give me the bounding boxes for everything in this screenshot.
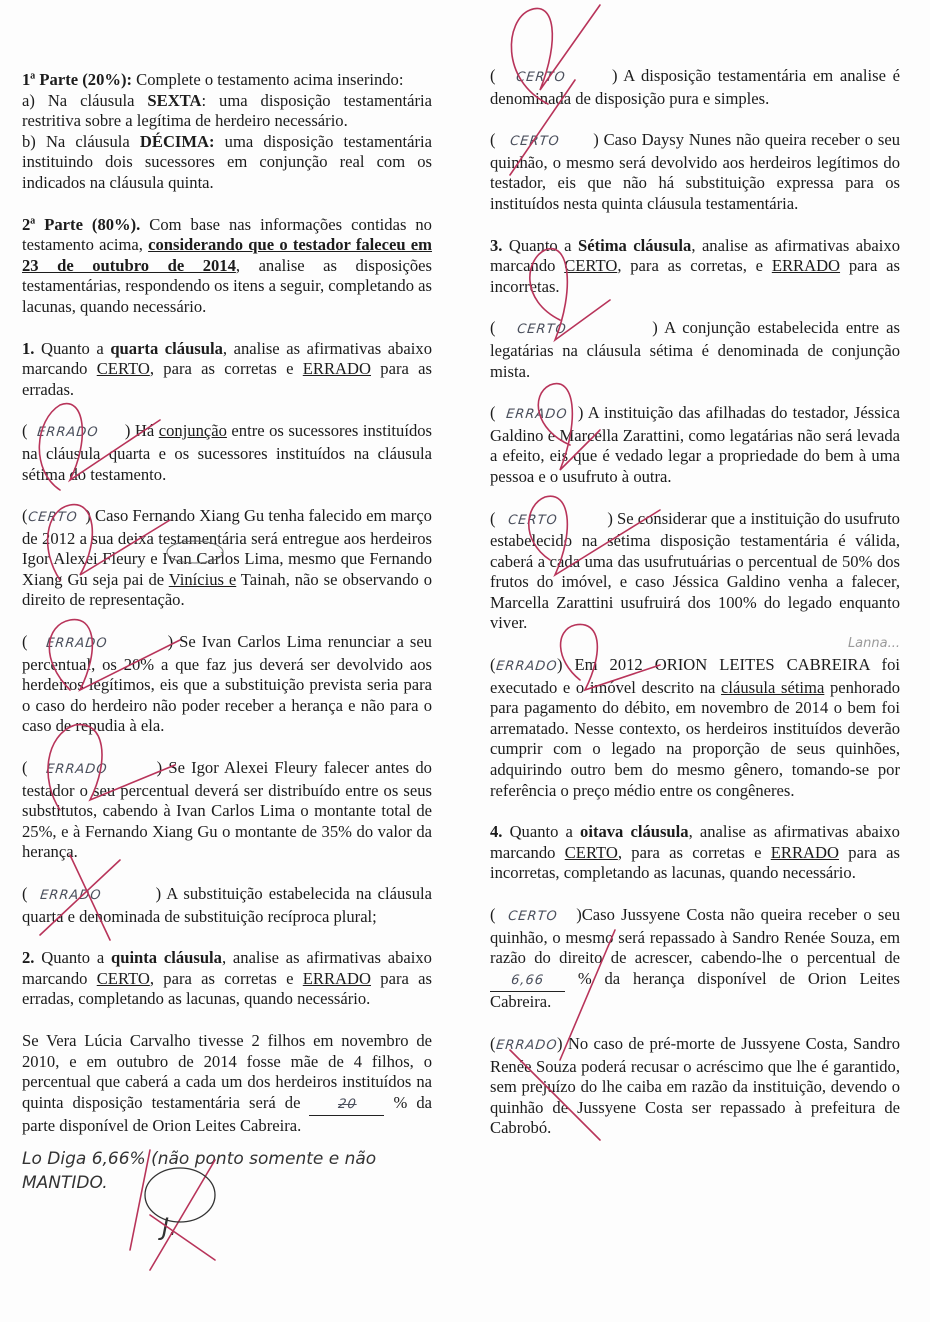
handwritten-answer: ERRADO (505, 407, 569, 423)
scribble-gap (490, 634, 900, 655)
left-column (22, 70, 432, 1241)
handwritten-answer: CERTO (507, 909, 559, 924)
handwritten-answer: CERTO (26, 510, 78, 526)
q1-item-4: ( ERRADO ) Se Igor Alexei Fleury falecer antes do testador o seu percentual deverá ser distribuído entre os seus substitutos, cabendo à Ivan Carlos Lima o montante total de 25%, e à Fernando Xiang Gu o montante de 35% do valor da herança. (22, 758, 432, 862)
q4-item-1: ( CERTO )Caso Jussyene Costa não queira receber o seu quinhão, o mesmo será repassado à Sandro Renée Souza, em razão do direito de acrescer, cabendo-lhe o percentual de 6,66 % da herança disponível de Orion Leites Cabreira. (490, 905, 900, 1012)
handwritten-grader-note: Lo Diga 6,66% (não ponto somente e não MANTIDO. (22, 1148, 377, 1193)
handwritten-answer: ERRADO (45, 762, 109, 778)
handwritten-answer: CERTO (509, 134, 561, 150)
handwritten-answer: CERTO (507, 512, 559, 528)
q3-heading: 3. Quanto a Sétima cláusula, analise as afirmativas abaixo marcando CERTO, para as corretas, e ERRADO para as incorretas. (490, 235, 900, 296)
q4-heading: 4. Quanto a oitava cláusula, analise as afirmativas abaixo marcando CERTO, para as corretas e ERRADO para as incorretas, completando as lacunas, quando necessário. (490, 822, 900, 883)
q4-item-2: (ERRADO) No caso de pré-morte de Jussyene Costa, Sandro Renée Souza poderá recusar o acréscimo que lhe é garantido, sem prejuízo do lhe caiba em razão da instituição, devendo o quinhão de Jussyene Costa ser repassado à prefeitura de Cabrobó. (490, 1033, 900, 1138)
q1-item-5: ( ERRADO ) A substituição estabelecida na cláusula quarta e denominada de substituição recíproca plural; (22, 884, 432, 926)
q2-fill-statement: Se Vera Lúcia Carvalho tivesse 2 filhos em novembro de 2010, e em outubro de 2014 fosse mãe de 4 filhos, o percentual que caberá a cada um dos herdeiros instituídos na quinta disposição testamentária será de 20 % da parte disponível de Orion Leites Cabreira. (22, 1030, 432, 1136)
q1-item-1: ( ERRADO ) Há conjunção entre os sucessores instituídos na cláusula quarta e os sucessores instituídos na cláusula sétima do testamento. (22, 421, 433, 484)
fill-blank[interactable]: 6,66 (490, 969, 565, 993)
q3-item-3: ( CERTO ) Se considerar que a instituição do usufruto estabelecido na sétima disposição testamentária é válida, caberá a cada uma das usufrutuárias o percentual de 50% dos frutos do imóvel, e caso Jéssica Galdino venha a falecer, Marcella Zarattini usufruirá dos 100% do legado enquanto viver. (490, 508, 900, 633)
q1-item-3: ( ERRADO ) Se Ivan Carlos Lima renunciar a seu percentual, os 20% a que faz jus deverá ser devolvido aos herdeiros legítimos, eis que a substituição prevista seria para o caso do herdeiro não poder receber a herança e não para o caso de repudia à ela. (22, 632, 432, 736)
q1-heading: 1. Quanto a quarta cláusula, analise as afirmativas abaixo marcando CERTO, para as corretas e ERRADO para as erradas. (22, 338, 432, 399)
handwritten-answer: ERRADO (35, 425, 99, 441)
q2-item-1: ( CERTO ) A disposição testamentária em analise é denominada de disposição pura e simples. (490, 66, 900, 108)
q2-item-2: ( CERTO ) Caso Daysy Nunes não queira receber o seu quinhão, o mesmo será devolvido aos herdeiros legítimos do testador, eis que não há substituição expressa para os instituídos nesta quinta cláusula testamentária. (490, 130, 900, 213)
q3-item-1: ( CERTO ) A conjunção estabelecida entre as legatárias na cláusula sétima é denominada de conjunção mista. (490, 318, 900, 381)
part2-heading: 2ª Parte (80%). Com base nas informações contidas no testamento acima, considerando que o testador faleceu em 23 de outubro de 2014, analise as disposições testamentárias, respondendo os itens a seguir, completando as lacunas, quando necessário. (22, 214, 433, 316)
handwritten-answer: ERRADO (38, 888, 102, 903)
right-column (490, 66, 900, 1139)
fill-blank[interactable]: 20 (309, 1093, 384, 1117)
margin-scribble: Lanna... (847, 636, 900, 652)
handwritten-signature: J. (162, 1212, 177, 1241)
handwritten-answer: ERRADO (494, 659, 558, 675)
part1-heading: 1ª Parte (20%): Complete o testamento acima inserindo: (22, 70, 404, 89)
q2-heading: 2. Quanto a quinta cláusula, analise as afirmativas abaixo marcando CERTO, para as corretas e ERRADO para as erradas, completando as lacunas, quando necessário. (22, 948, 432, 1009)
part1-item-b: b) Na cláusula DÉCIMA: uma disposição testamentária instituindo dois sucessores em conjunção real com os indicados na cláusula quinta. (22, 131, 432, 192)
handwritten-answer: ERRADO (44, 636, 108, 652)
q1-item-2: (CERTO ) Caso Fernando Xiang Gu tenha falecido em março de 2012 a sua deixa testamentária será entregue aos herdeiros Igor Alexei Fleury e Ivan Carlos Lima, mesmo que Fernando Xiang Gu seja pai de Vinícius e Tainah, não se observando o direito de representação. (22, 506, 433, 610)
handwritten-answer: CERTO (516, 322, 568, 338)
q3-item-2: ( ERRADO ) A instituição das afilhadas do testador, Jéssica Galdino e Marcella Zarattini, como legatárias não será levada a efeito, eis que é vedado legar a propriedade do bem à uma pessoa e o usufruto à outra. (490, 403, 901, 486)
handwritten-answer: ERRADO (494, 1037, 558, 1053)
q3-item-4: (ERRADO) Em 2012 ORION LEITES CABREIRA foi executado e o imóvel descrito na cláusula sétima penhorado para pagamento do débito, em novembro de 2014 o bem foi arrematado. Nesse contexto, os herdeiros instituídos deverão cumprir com o legado na proporção de seus quinhões, adquirindo outro bem do mesmo gênero, tomando-se por referência o preço médio entre os congêneres. (490, 655, 900, 800)
handwritten-answer: CERTO (514, 70, 566, 85)
part1-item-a: a) Na cláusula SEXTA: uma disposição testamentária restritiva sobre a legítima de herdeiro necessário. (22, 90, 432, 131)
